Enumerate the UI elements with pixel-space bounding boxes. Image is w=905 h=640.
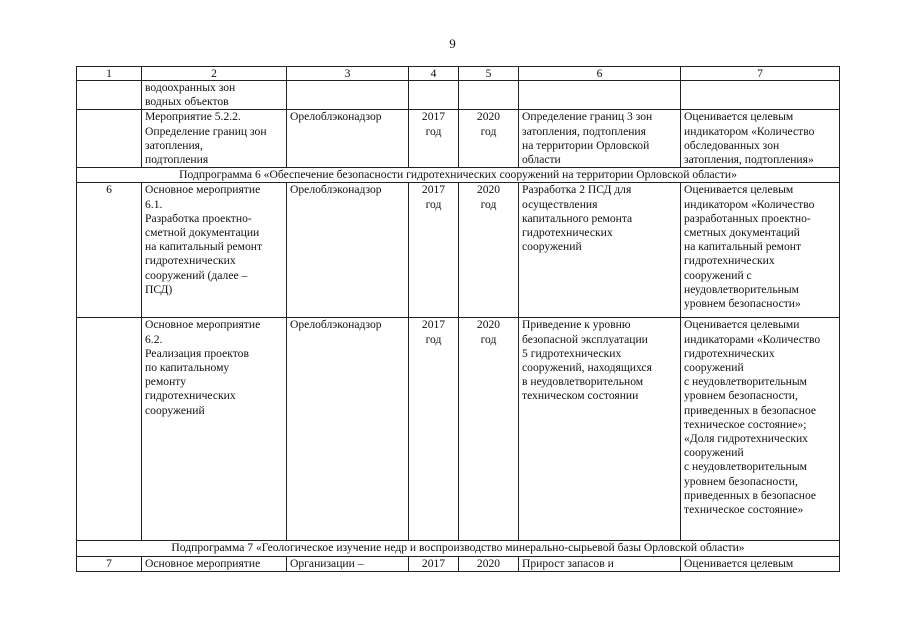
responsible-executor-cell	[287, 318, 409, 541]
event-name-line: по капитальному	[145, 361, 230, 375]
table-row	[77, 81, 840, 110]
subprogram-title: Подпрограмма 6 «Обеспечение безопасности гидротехнических сооружений на территории Орловской области»	[77, 168, 840, 183]
target-indicator-cell	[681, 556, 840, 571]
target-indicator-line: сооружений	[684, 446, 744, 460]
responsible-executor-line: Орелоблэконадзор	[290, 110, 382, 124]
program-events-table	[76, 66, 840, 572]
header-cell: 2	[142, 67, 287, 81]
target-indicator-line: с неудовлетворительным	[684, 375, 807, 389]
expected-result-line: техническом состоянии	[522, 389, 639, 403]
row-number-cell	[77, 110, 142, 168]
event-name-line: 6.1.	[145, 197, 163, 211]
target-indicator-line: сметных документаций	[684, 226, 800, 240]
event-name-line: гидротехнических	[145, 254, 236, 268]
target-indicator-line: уровнем безопасности»	[684, 297, 801, 311]
row-number-cell	[77, 81, 142, 110]
event-name-line: Основное мероприятие	[145, 183, 261, 197]
responsible-executor-cell	[287, 110, 409, 168]
event-name-line: водных объектов	[145, 95, 229, 109]
expected-result-cell	[519, 318, 681, 541]
responsible-executor-cell	[287, 556, 409, 571]
responsible-executor-line: Орелоблэконадзор	[290, 183, 382, 197]
subprogram-row	[77, 168, 840, 183]
header-cell: 3	[287, 67, 409, 81]
event-name-line: Определение границ зон	[145, 124, 267, 138]
responsible-executor-line: Организации –	[290, 556, 364, 570]
header-cell: 1	[77, 67, 142, 81]
table-row	[77, 556, 840, 571]
event-name-line: подтопления	[145, 153, 209, 167]
header-cell: 4	[409, 67, 459, 81]
event-name-cell	[142, 556, 287, 571]
responsible-executor-cell	[287, 81, 409, 110]
end-year-cell	[459, 110, 519, 168]
start-year-line: год	[425, 332, 442, 346]
target-indicator-line: затопления, подтопления»	[684, 153, 814, 167]
event-name-cell	[142, 318, 287, 541]
expected-result-line: Прирост запасов и	[522, 556, 614, 570]
expected-result-line: сооружений, находящихся	[522, 361, 652, 375]
expected-result-line: сооружений	[522, 240, 582, 254]
event-name-line: на капитальный ремонт	[145, 240, 263, 254]
target-indicator-line: уровнем безопасности,	[684, 389, 798, 403]
expected-result-line: безопасной эксплуатации	[522, 332, 648, 346]
header-cell: 5	[459, 67, 519, 81]
target-indicator-line: сооружений с	[684, 268, 752, 282]
start-year-line: 2017	[421, 110, 446, 124]
start-year-cell	[409, 556, 459, 571]
end-year-cell	[459, 318, 519, 541]
target-indicator-line: приведенных в безопасное	[684, 488, 817, 502]
end-year-line: 2020	[476, 110, 501, 124]
header-cell: 6	[519, 67, 681, 81]
event-name-line: гидротехнических	[145, 389, 236, 403]
event-name-line: водоохранных зон	[145, 81, 236, 94]
event-name-line: ремонту	[145, 375, 186, 389]
end-year-cell	[459, 556, 519, 571]
event-name-line: ПСД)	[145, 282, 173, 296]
page-number: 9	[449, 36, 456, 51]
event-name-line: Основное мероприятие	[145, 318, 261, 332]
expected-result-line: области	[522, 153, 561, 167]
expected-result-cell	[519, 110, 681, 168]
expected-result-line: Определение границ 3 зон	[522, 110, 653, 124]
expected-result-cell	[519, 556, 681, 571]
target-indicator-line: техническое состояние»;	[684, 417, 807, 431]
target-indicator-line: с неудовлетворительным	[684, 460, 807, 474]
target-indicator-cell	[681, 110, 840, 168]
event-name-cell	[142, 183, 287, 318]
end-year-cell	[459, 81, 519, 110]
event-name-cell	[142, 81, 287, 110]
event-name-line: Мероприятие 5.2.2.	[145, 110, 241, 124]
event-name-line: 6.2.	[145, 332, 163, 346]
subprogram-row	[77, 541, 840, 556]
expected-result-line: капитального ремонта	[522, 211, 633, 225]
target-indicator-line: разработанных проектно-	[684, 211, 811, 225]
end-year-line: год	[480, 332, 497, 346]
event-name-line: сооружений	[145, 403, 205, 417]
target-indicator-line: техническое состояние»	[684, 503, 804, 517]
header-cell: 7	[681, 67, 840, 81]
start-year-line: 2017	[421, 556, 446, 570]
start-year-cell	[409, 318, 459, 541]
start-year-cell	[409, 81, 459, 110]
expected-result-line: Приведение к уровню	[522, 318, 631, 332]
table-body	[77, 81, 840, 572]
start-year-cell	[409, 183, 459, 318]
end-year-line: 2020	[476, 318, 501, 332]
expected-result-cell	[519, 183, 681, 318]
end-year-cell	[459, 183, 519, 318]
target-indicator-cell	[681, 81, 840, 110]
event-name-line: Основное мероприятие	[145, 556, 261, 570]
expected-result-line: на территории Орловской	[522, 138, 650, 152]
event-name-line: затопления,	[145, 138, 203, 152]
expected-result-line: затопления, подтопления	[522, 124, 646, 138]
expected-result-line: осуществления	[522, 197, 598, 211]
event-name-line: Реализация проектов	[145, 346, 249, 360]
event-name-line: сооружений (далее –	[145, 268, 248, 282]
table-row	[77, 110, 840, 168]
expected-result-line: гидротехнических	[522, 226, 613, 240]
row-number-cell: 7	[77, 556, 142, 571]
start-year-line: год	[425, 124, 442, 138]
target-indicator-line: Оценивается целевым	[684, 556, 794, 570]
start-year-cell	[409, 110, 459, 168]
target-indicator-line: Оценивается целевым	[684, 183, 794, 197]
table-row	[77, 183, 840, 318]
target-indicator-line: обследованных зон	[684, 138, 780, 152]
expected-result-cell	[519, 81, 681, 110]
event-name-line: Разработка проектно-	[145, 211, 252, 225]
target-indicator-line: индикатором «Количество	[684, 124, 815, 138]
expected-result-line: 5 гидротехнических	[522, 346, 622, 360]
expected-result-line: в неудовлетворительном	[522, 375, 644, 389]
row-number-cell	[77, 318, 142, 541]
target-indicator-cell	[681, 183, 840, 318]
start-year-line: 2017	[421, 318, 446, 332]
expected-result-line: Разработка 2 ПСД для	[522, 183, 632, 197]
target-indicator-line: Оценивается целевыми	[684, 318, 800, 332]
target-indicator-cell	[681, 318, 840, 541]
start-year-line: год	[425, 197, 442, 211]
subprogram-title: Подпрограмма 7 «Геологическое изучение недр и воспроизводство минерально-сырьевой базы Орловской области»	[77, 541, 840, 556]
target-indicator-line: неудовлетворительным	[684, 282, 799, 296]
target-indicator-line: гидротехнических	[684, 254, 775, 268]
target-indicator-line: на капитальный ремонт	[684, 240, 802, 254]
end-year-line: год	[480, 197, 497, 211]
target-indicator-line: Оценивается целевым	[684, 110, 794, 124]
target-indicator-line: уровнем безопасности,	[684, 474, 798, 488]
responsible-executor-cell	[287, 183, 409, 318]
target-indicator-line: индикатором «Количество	[684, 197, 815, 211]
responsible-executor-line: Орелоблэконадзор	[290, 318, 382, 332]
event-name-cell	[142, 110, 287, 168]
target-indicator-line: приведенных в безопасное	[684, 403, 817, 417]
end-year-line: 2020	[476, 556, 501, 570]
end-year-line: 2020	[476, 183, 501, 197]
target-indicator-line: гидротехнических	[684, 346, 775, 360]
table-row	[77, 318, 840, 541]
start-year-line: 2017	[421, 183, 446, 197]
header-row	[77, 67, 840, 81]
event-name-line: сметной документации	[145, 226, 260, 240]
target-indicator-line: индикаторами «Количество	[684, 332, 821, 346]
target-indicator-line: сооружений	[684, 361, 744, 375]
row-number-cell: 6	[77, 183, 142, 318]
target-indicator-line: «Доля гидротехнических	[684, 432, 808, 446]
end-year-line: год	[480, 124, 497, 138]
